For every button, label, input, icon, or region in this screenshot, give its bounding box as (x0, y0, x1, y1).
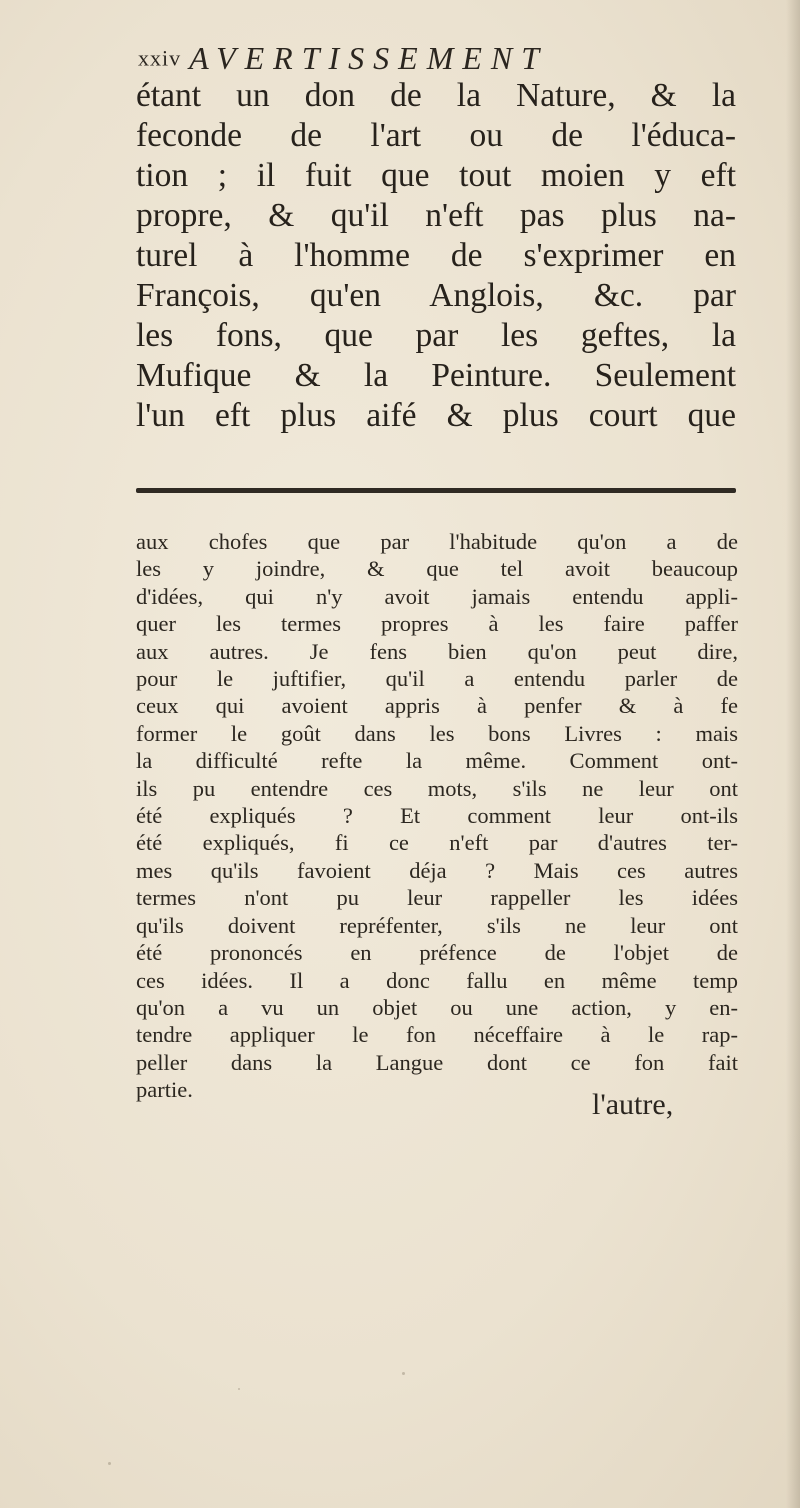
page-number: xxiv (138, 45, 182, 71)
footnote-line: ces idées. Il a donc fallu en même temp (136, 967, 738, 993)
footnote-line: qu'on a vu un objet ou une action, y en- (136, 994, 738, 1020)
footnote-line: former le goût dans les bons Livres : mais (136, 720, 738, 746)
running-title: AVERTISSEMENT (189, 40, 549, 76)
footnote-divider-rule (136, 488, 736, 493)
page-header (138, 40, 548, 77)
page-edge-shadow (786, 0, 800, 1508)
main-text-line: étant un don de la Nature, & la (136, 77, 736, 114)
main-text-line: feconde de l'art ou de l'éduca- (136, 117, 736, 154)
footnote-line: partie. (136, 1077, 193, 1103)
footnote-line: été prononcés en préfence de l'objet de (136, 940, 738, 966)
footnote-line: peller dans la Langue dont ce fon fait (136, 1049, 738, 1075)
footnote-line: tendre appliquer le fon néceffaire à le rap- (136, 1022, 738, 1048)
footnote-line: pour le juftifier, qu'il a entendu parler de (136, 666, 738, 692)
footnote-line: d'idées, qui n'y avoit jamais entendu appli- (136, 583, 738, 609)
paper-speck (402, 1372, 405, 1375)
footnote-line: aux autres. Je fens bien qu'on peut dire, (136, 638, 738, 664)
footnote-line: ceux qui avoient appris à penfer & à fe (136, 693, 738, 719)
paper-speck (238, 1388, 240, 1390)
main-text-line: les fons, que par les geftes, la (136, 317, 736, 354)
main-text-line: turel à l'homme de s'exprimer en (136, 237, 736, 274)
main-text-line: François, qu'en Anglois, &c. par (136, 277, 736, 314)
main-text-block (136, 76, 736, 436)
footnote-line: été expliqués, fi ce n'eft par d'autres ter- (136, 830, 738, 856)
footnote-line: quer les termes propres à les faire paffer (136, 611, 738, 637)
footnote-line: les y joindre, & que tel avoit beaucoup (136, 556, 738, 582)
footnote-line: termes n'ont pu leur rappeller les idées (136, 885, 738, 911)
main-text-line: propre, & qu'il n'eft pas plus na- (136, 197, 736, 234)
paper-speck (108, 1462, 111, 1465)
footnote-line: qu'ils doivent repréfenter, s'ils ne leur ont (136, 912, 738, 938)
main-text-line: tion ; il fuit que tout moien y eft (136, 157, 736, 194)
main-text-line: l'un eft plus aifé & plus court que (136, 397, 736, 434)
catchword: l'autre, (592, 1088, 674, 1121)
main-text-line: Mufique & la Peinture. Seulement (136, 357, 736, 394)
footnote-line: mes qu'ils favoient déja ? Mais ces autres (136, 857, 738, 883)
footnote-line: aux chofes que par l'habitude qu'on a de (136, 529, 738, 554)
footnote-line: été expliqués ? Et comment leur ont-ils (136, 803, 738, 829)
footnote-line: la difficulté refte la même. Comment ont- (136, 748, 738, 774)
footnote-block (136, 528, 738, 1104)
footnote-line: ils pu entendre ces mots, s'ils ne leur ont (136, 775, 738, 801)
